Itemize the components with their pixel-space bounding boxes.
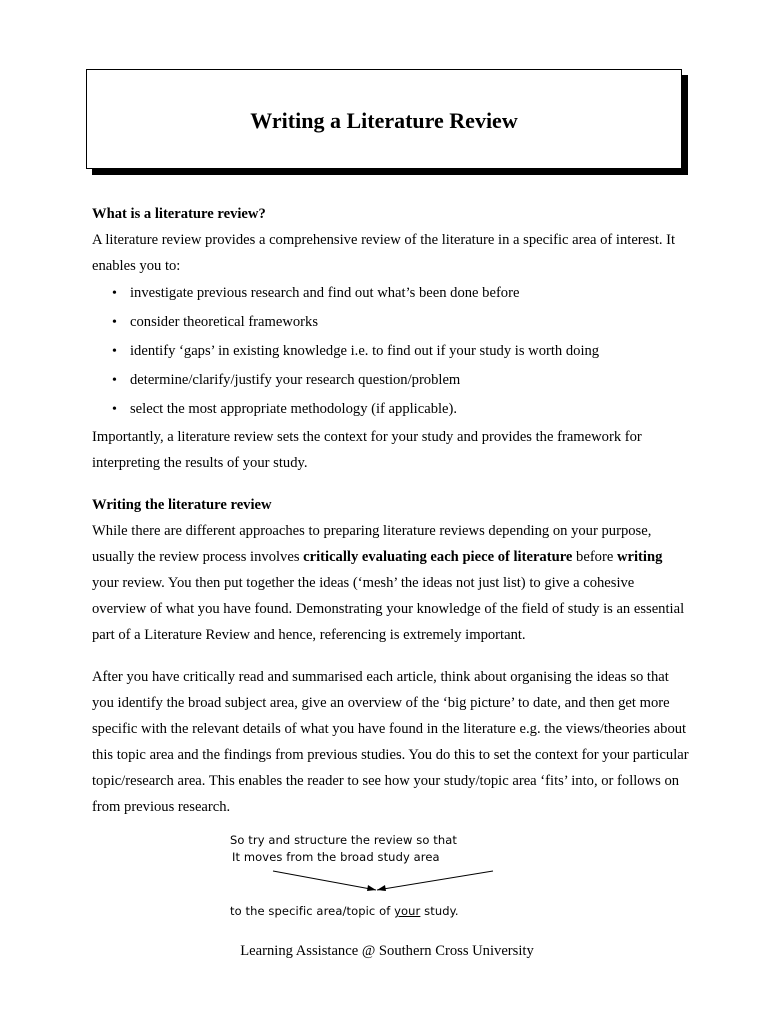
underlined-your: your	[394, 904, 421, 918]
page-title: Writing a Literature Review	[250, 108, 518, 133]
bullet-list	[92, 279, 692, 424]
writing-paragraph-2: After you have critically read and summarised each article, think about organising the ideas so that you identify the broad subject area, give an overview of the ‘big picture’ to date, and then get more specific with the relevant details of what you have found in the literature e.g. the views/theories about this topic area and the findings from previous studies. You do this to set the context for your particular topic/research area. This enables the reader to see how your study/topic area ‘fits’ into, or follows on from previous research.	[92, 669, 689, 815]
list-item: • select the most appropriate methodology (if applicable).	[130, 395, 692, 424]
writing-paragraph-1: While there are different approaches to preparing literature reviews depending on your purpose, usually the review process involves critically evaluating each piece of literature before writing your review. You then put together the ideas (‘mesh’ the ideas not just list) to give a cohesive overview of what you have found. Demonstrating your knowledge of the field of study is an essential part of a Literature Review and hence, referencing is extremely important.	[92, 523, 685, 643]
list-item: • determine/clarify/justify your research question/problem	[130, 366, 692, 395]
emphasis-critically-evaluating: critically evaluating each piece of literature	[303, 549, 573, 565]
section-heading-writing: Writing the literature review	[92, 497, 272, 513]
title-box	[86, 69, 682, 169]
funnel-arrows-icon	[220, 862, 510, 932]
section-heading-what: What is a literature review?	[92, 206, 266, 222]
structure-diagram	[220, 832, 510, 924]
diagram-line-2: It moves from the broad study area	[232, 850, 440, 864]
list-item: • consider theoretical frameworks	[130, 308, 692, 337]
intro-paragraph: A literature review provides a comprehensive review of the literature in a specific area of interest. It enables you to:	[92, 232, 676, 274]
list-item: • identify ‘gaps’ in existing knowledge i.e. to find out if your study is worth doing	[130, 337, 692, 366]
emphasis-writing: writing	[616, 549, 663, 565]
page-footer: Learning Assistance @ Southern Cross University	[240, 943, 534, 959]
closing-paragraph: Importantly, a literature review sets the context for your study and provides the framework for interpreting the results of your study.	[92, 429, 642, 471]
diagram-line-3: to the specific area/topic of your study.	[230, 904, 459, 918]
diagram-line-1: So try and structure the review so that	[230, 833, 457, 847]
document-body	[92, 201, 692, 820]
list-item: • investigate previous research and find out what’s been done before	[130, 279, 692, 308]
